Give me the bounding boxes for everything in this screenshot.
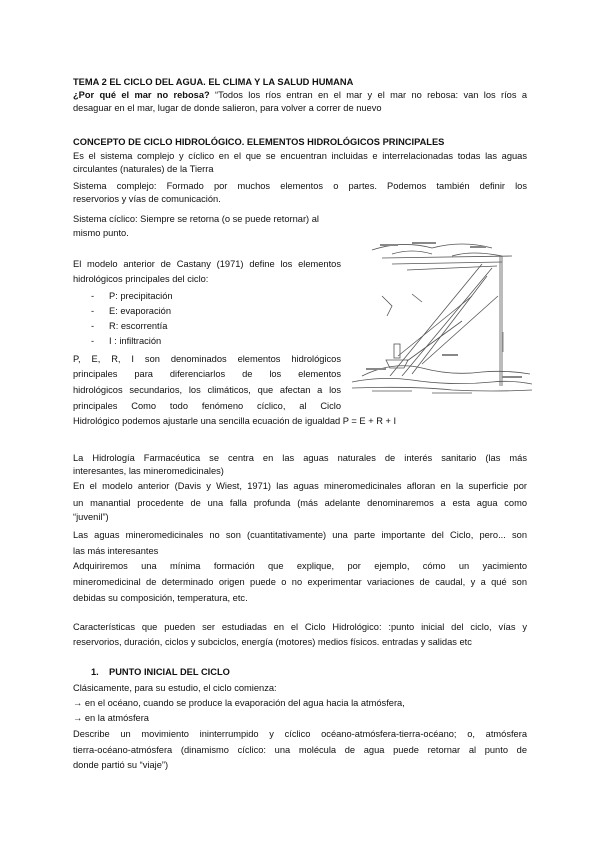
text-line: Hidrológico podemos ajustarle una sencilla ecuación de igualdad P = E + R + I: [73, 416, 397, 426]
text-line: Características que pueden ser estudiadas en el Ciclo Hidrológico: :punto inicial del ciclo, vías y: [73, 622, 527, 632]
text-line: Describe un movimiento ininterrumpido y cíclico océano-atmósfera-tierra-océano; o, atmósfera: [73, 729, 527, 739]
text-line: hidrológicos principales del ciclo:: [73, 274, 209, 284]
list-item: P: precipitación: [109, 291, 173, 301]
text-line: → en el océano, cuando se produce la evaporación del agua hacia la atmósfera,: [73, 698, 405, 708]
text-line: principales para diferenciarlos de los elementos: [73, 369, 341, 379]
text-line: circulantes (naturales) de la Tierra: [73, 164, 214, 174]
section-number: 1.: [91, 667, 99, 677]
list-item: I : infiltración: [109, 336, 162, 346]
text-line: El modelo anterior de Castany (1971) define los elementos: [73, 259, 341, 269]
text-line: debidas su composición, temperatura, etc.: [73, 593, 248, 603]
text-line: Es el sistema complejo y cíclico en el que se encuentran incluidas e interrelacionadas todas las aguas: [73, 151, 527, 161]
intro-quote-1: “Todos los ríos entran en el mar y el mar no rebosa: van los ríos a: [209, 90, 527, 100]
list-bullet: -: [91, 291, 95, 301]
text-line: Sistema cíclico: Siempre se retorna (o se puede retornar) al: [73, 214, 319, 224]
text-line: mismo punto.: [73, 228, 129, 238]
text-line: tierra-océano-atmósfera (dinamismo cíclico: una molécula de agua puede retornar al punto de: [73, 745, 527, 755]
text-line: donde partió su “viaje”): [73, 760, 169, 770]
text-line: Las aguas mineromedicinales no son (cuantitativamente) una parte importante del Ciclo, pero... son: [73, 530, 527, 540]
text-line: En el modelo anterior (Davis y Wiest, 1971) las aguas mineromedicinales afloran en la superficie por: [73, 481, 527, 491]
text-line: un manantial procedente de una falla profunda (más adelante denominaremos a esta agua como: [73, 498, 527, 508]
text-line: Clásicamente, para su estudio, el ciclo comienza:: [73, 683, 277, 693]
page-title: TEMA 2 EL CICLO DEL AGUA. EL CLIMA Y LA SALUD HUMANA: [73, 77, 354, 87]
list-bullet: -: [91, 336, 95, 346]
text-line: P, E, R, I son denominados elementos hidrológicos: [73, 354, 341, 364]
text-line: principales Como todo fenómeno cíclico, al Ciclo: [73, 401, 341, 411]
list-bullet: -: [91, 306, 95, 316]
intro-quote-2: desaguar en el mar, lugar de donde salieron, para volver a correr de nuevo: [73, 103, 382, 113]
list-bullet: -: [91, 321, 95, 331]
text-line: → en la atmósfera: [73, 713, 149, 723]
intro-question: ¿Por qué el mar no rebosa?: [73, 90, 210, 100]
text-line: hidrológicos secundarios, los climáticos, que afectan a los: [73, 385, 341, 395]
list-item: E: evaporación: [109, 306, 172, 316]
list-item: R: escorrentía: [109, 321, 168, 331]
intro-line-1: [73, 89, 527, 101]
text-line: “juvenil”): [73, 512, 109, 522]
text-line: las más interesantes: [73, 546, 159, 556]
text-line: mineromedicinal de determinado origen puede o no experimentar variaciones de caudal, y a qué son: [73, 577, 527, 587]
hydrologic-cycle-diagram-icon: [352, 236, 532, 396]
text-line: La Hidrología Farmacéutica se centra en las aguas naturales de interés sanitario (las más: [73, 453, 527, 463]
text-line: interesantes, las mineromedicinales): [73, 466, 224, 476]
text-line: reservorios, duración, ciclos y subciclos, energía (motores) medios físicos. entradas y salidas etc: [73, 637, 472, 647]
section-heading-inicial: PUNTO INICIAL DEL CICLO: [109, 667, 230, 677]
text-line: reservorios y vías de comunicación.: [73, 194, 221, 204]
text-line: Adquiriremos una mínima formación que explique, por ejemplo, cómo un yacimiento: [73, 561, 527, 571]
text-line: Sistema complejo: Formado por muchos elementos o partes. Podemos también definir los: [73, 181, 527, 191]
section-heading-concept: CONCEPTO DE CICLO HIDROLÓGICO. ELEMENTOS HIDROLÓGICOS PRINCIPALES: [73, 137, 445, 147]
